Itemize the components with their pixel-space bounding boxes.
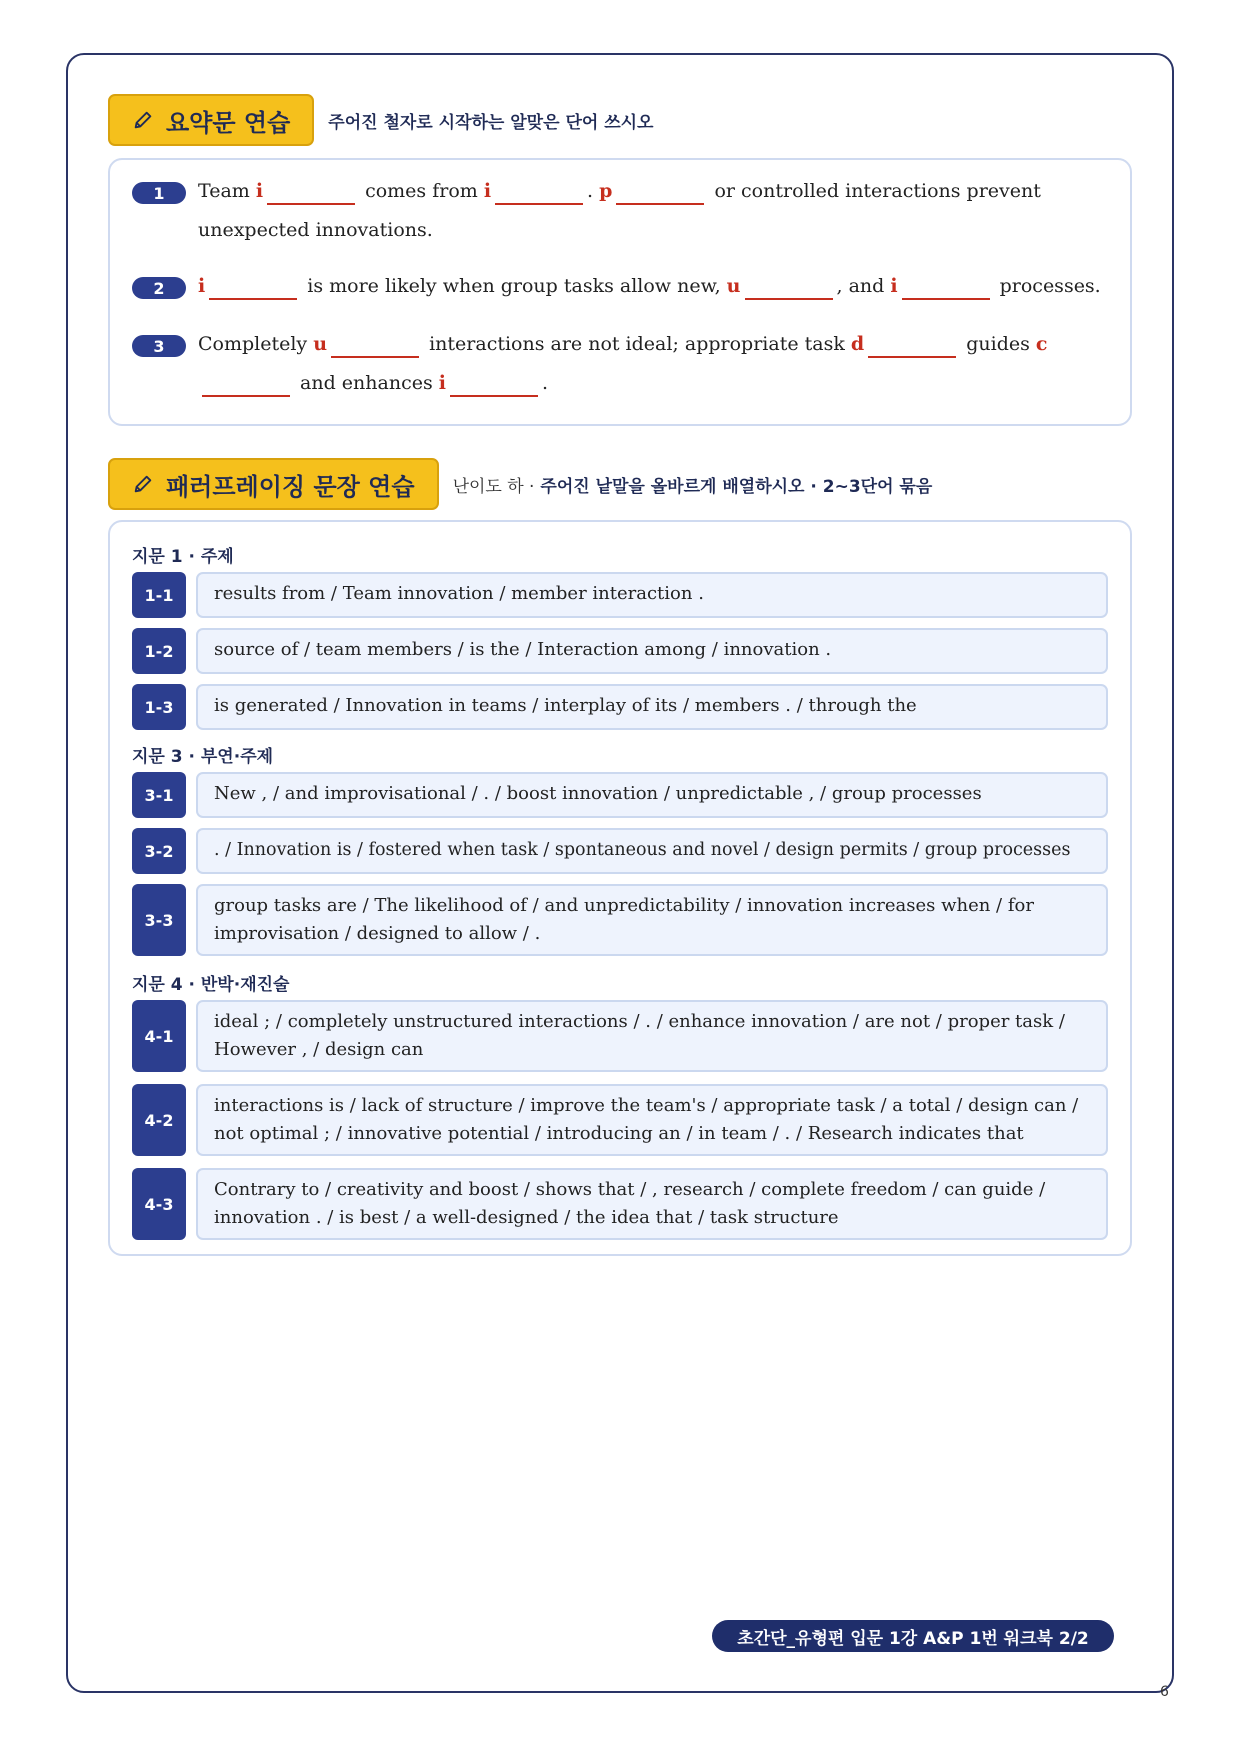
footer-label: 초간단_유형편 입문 1강 A&P 1번 워크북 2/2 [712,1620,1114,1652]
pencil-icon [132,109,154,131]
group-title: 지문 1 · 주제 [132,547,234,567]
initial-letter: d [850,333,865,355]
instruction-text: 주어진 낱말을 올바르게 배열하시오 · 2~3단어 묶음 [540,476,933,497]
page-number: 6 [1160,1684,1169,1700]
row-number: 1-2 [132,628,186,674]
initial-letter: u [726,275,741,297]
word-chunks: Contrary to / creativity and boost / shows that / , research / complete freedom / can guide / innovation . / is best / a well-designed / the idea that / task structure [196,1168,1108,1240]
initial-letter: i [483,180,492,202]
difficulty-label: 난이도 하 · [452,476,535,497]
row-number: 3-1 [132,772,186,818]
paraphrase-panel [108,520,1132,1256]
answer-blank[interactable] [902,276,990,300]
row-number: 4-2 [132,1084,186,1156]
row-number: 1-3 [132,684,186,730]
initial-letter: u [313,333,328,355]
summary-item [132,277,1104,306]
pencil-icon [132,473,154,495]
group-title: 지문 4 · 반박·재진술 [132,975,290,995]
answer-blank[interactable] [267,181,355,205]
word-chunks: group tasks are / The likelihood of / and unpredictability / innovation increases when / for improvisation / designed to allow / . [196,884,1108,956]
answer-blank[interactable] [331,334,419,358]
row-number: 3-2 [132,828,186,874]
row-number: 4-1 [132,1000,186,1072]
summary-sentence: i is more likely when group tasks allow new, u , and i processes. [198,267,1104,306]
answer-blank[interactable] [209,276,297,300]
summary-item [132,335,1104,403]
word-chunks: . / Innovation is / fostered when task / spontaneous and novel / design permits / group processes [196,828,1108,874]
summary-instruction: 주어진 철자로 시작하는 알맞은 단어 쓰시오 [328,112,654,133]
initial-letter: p [599,180,613,202]
paraphrase-title: 패러프레이징 문장 연습 [166,472,415,501]
word-chunks: ideal ; / completely unstructured interactions / . / enhance innovation / are not / proper task / However , / design can [196,1000,1108,1072]
row-number: 1-1 [132,572,186,618]
word-chunks: source of / team members / is the / Interaction among / innovation . [196,628,1108,674]
initial-letter: i [198,275,206,297]
answer-blank[interactable] [745,276,833,300]
summary-sentence: Completely u interactions are not ideal; appropriate task d guides c and enhances i . [198,325,1104,403]
summary-header [108,94,653,146]
paraphrase-header [108,458,932,510]
item-number: 1 [132,182,186,204]
summary-item [132,182,1104,250]
word-chunks: results from / Team innovation / member interaction . [196,572,1108,618]
word-chunks: New , / and improvisational / . / boost innovation / unpredictable , / group processes [196,772,1108,818]
answer-blank[interactable] [202,373,290,397]
summary-panel [108,158,1132,426]
summary-title: 요약문 연습 [166,108,291,137]
item-number: 3 [132,335,186,357]
row-number: 4-3 [132,1168,186,1240]
answer-blank[interactable] [450,373,538,397]
item-number: 2 [132,277,186,299]
paraphrase-tag [108,458,439,510]
summary-sentence: Team i comes from i . p or controlled interactions prevent unexpected innovations. [198,180,1041,241]
word-chunks: interactions is / lack of structure / improve the team's / appropriate task / a total / design can / not optimal ; / innovative potential / introducing an / in team / . / Research indicates that [196,1084,1108,1156]
answer-blank[interactable] [616,181,704,205]
initial-letter: i [890,275,898,297]
row-number: 3-3 [132,884,186,956]
initial-letter: i [438,372,446,394]
answer-blank[interactable] [868,334,956,358]
word-chunks: is generated / Innovation in teams / interplay of its / members . / through the [196,684,1108,730]
initial-letter: c [1035,333,1048,355]
paraphrase-instruction [453,472,933,497]
summary-tag [108,94,314,146]
answer-blank[interactable] [495,181,583,205]
group-title: 지문 3 · 부연·주제 [132,747,274,767]
initial-letter: i [255,180,264,202]
